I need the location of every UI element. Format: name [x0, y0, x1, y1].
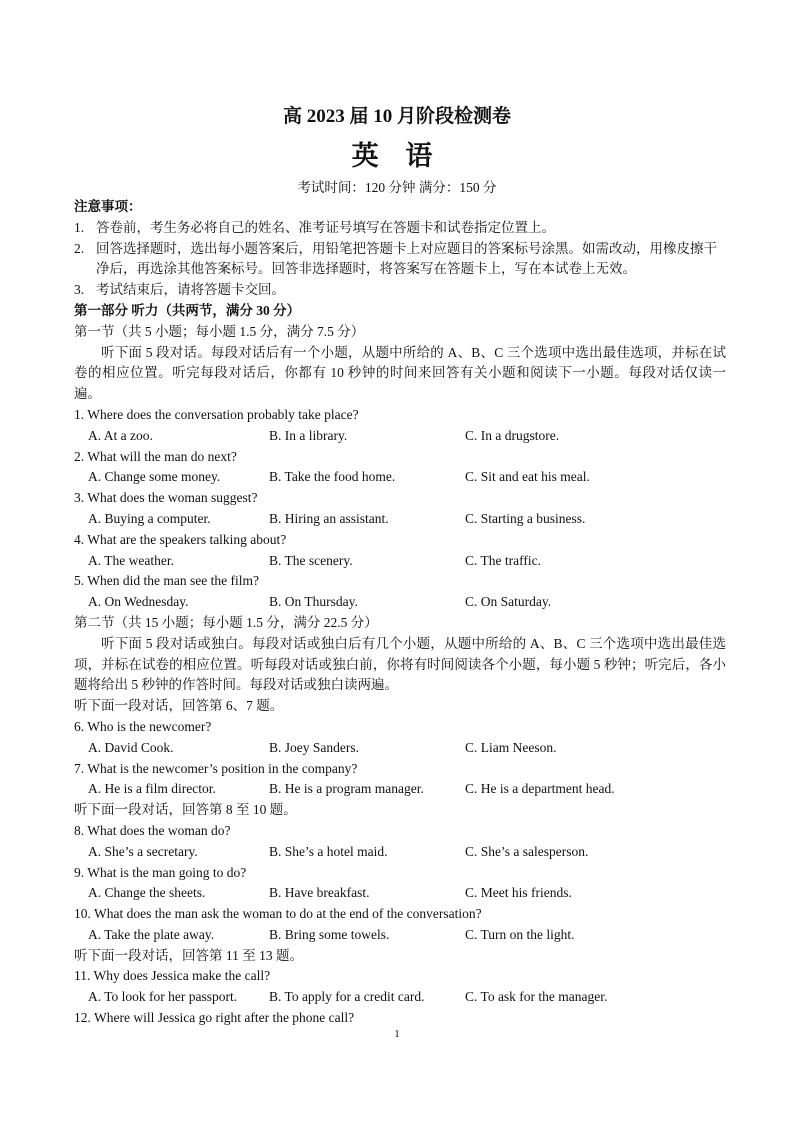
option-b: B. Joey Sanders. — [269, 739, 359, 755]
question-stem: 11. Why does Jessica make the call? — [74, 968, 271, 984]
option-c: C. He is a department head. — [465, 781, 615, 797]
dialogue-lead: 听下面一段对话，回答第 11 至 13 题。 — [74, 947, 303, 963]
question-stem: 1. Where does the conversation probably take place? — [74, 406, 359, 422]
option-a: A. He is a film director. — [88, 781, 216, 797]
options-row — [74, 509, 726, 530]
question-3 — [74, 488, 726, 530]
question-9 — [74, 863, 726, 905]
notice-item — [74, 218, 726, 239]
question-1 — [74, 405, 726, 447]
question-stem: 10. What does the man ask the woman to do at the end of the conversation? — [74, 906, 482, 922]
exam-title: 高 2023 届 10 月阶段检测卷 — [282, 106, 511, 127]
options-row — [74, 925, 726, 946]
exam-subject: 英 语 — [351, 141, 443, 171]
option-b: B. Have breakfast. — [269, 885, 370, 901]
question-stem: 3. What does the woman suggest? — [74, 490, 258, 506]
option-a: A. The weather. — [88, 552, 174, 568]
notice-item-text: 回答选择题时，选出每小题答案后，用铅笔把答题卡上对应题目的答案标号涂黑。如需改动，用橡皮擦干净后，再选涂其他答案标号。回答非选择题时，将答案写在答题卡上，写在本试卷上无效。 — [96, 240, 717, 277]
option-b: B. Hiring an assistant. — [269, 510, 389, 526]
options-row — [74, 551, 726, 572]
question-stem: 12. Where will Jessica go right after the phone call? — [74, 1010, 355, 1026]
section1-title: 第一节（共 5 小题；每小题 1.5 分，满分 7.5 分） — [74, 323, 365, 339]
question-stem: 7. What is the newcomer’s position in the company? — [74, 760, 358, 776]
option-c: C. Turn on the light. — [465, 926, 575, 942]
option-c: C. The traffic. — [465, 552, 541, 568]
notice-item-number: 3. — [74, 282, 85, 298]
options-row — [74, 592, 726, 613]
option-c: C. Meet his friends. — [465, 885, 572, 901]
options-row — [74, 738, 726, 759]
page-number: 1 — [394, 1028, 400, 1040]
option-a: A. Change the sheets. — [88, 885, 206, 901]
dialogue-lead: 听下面一段对话，回答第 8 至 10 题。 — [74, 802, 297, 818]
option-c: C. She’s a salesperson. — [465, 843, 589, 859]
option-b: B. Bring some towels. — [269, 926, 390, 942]
question-12 — [74, 1008, 726, 1029]
notice-item — [74, 280, 726, 301]
option-b: B. On Thursday. — [269, 594, 358, 610]
question-10 — [74, 904, 726, 946]
option-b: B. Take the food home. — [269, 469, 396, 485]
options-row — [74, 426, 726, 447]
section2-instructions: 听下面 5 段对话或独白。每段对话或独白后有几个小题，从题中所给的 A、B、C 三个选项中选出最佳选项，并标在试卷的相应位置。听每段对话或独白前，你将有时间阅读各个小题，每小题 5 秒钟；听完后，各小题将给出 5 秒钟的作答时间。每段对话或独白读两遍。 — [74, 635, 726, 693]
question-11 — [74, 966, 726, 1008]
notice-item-text: 答卷前，考生务必将自己的姓名、准考证号填写在答题卡和试卷指定位置上。 — [96, 219, 555, 235]
options-row — [74, 779, 726, 800]
option-c: C. On Saturday. — [465, 594, 552, 610]
question-2 — [74, 447, 726, 489]
option-c: C. In a drugstore. — [465, 427, 560, 443]
question-stem: 6. Who is the newcomer? — [74, 718, 212, 734]
option-a: A. To look for her passport. — [88, 989, 238, 1005]
option-a: A. Take the plate away. — [88, 926, 215, 942]
option-b: B. The scenery. — [269, 552, 353, 568]
question-stem: 8. What does the woman do? — [74, 822, 231, 838]
option-a: A. She’s a secretary. — [88, 843, 198, 859]
option-a: A. Change some money. — [88, 469, 221, 485]
question-6 — [74, 717, 726, 759]
option-b: B. She’s a hotel maid. — [269, 843, 388, 859]
question-stem: 5. When did the man see the film? — [74, 573, 259, 589]
option-a: A. At a zoo. — [88, 427, 153, 443]
options-row — [74, 842, 726, 863]
notice-item — [74, 239, 726, 281]
notice-item-text: 考试结束后，请将答题卡交回。 — [96, 282, 285, 298]
exam-header — [0, 104, 794, 198]
option-b: B. To apply for a credit card. — [269, 989, 425, 1005]
option-c: C. To ask for the manager. — [465, 989, 608, 1005]
options-row — [74, 467, 726, 488]
notice-item-number: 2. — [74, 240, 85, 256]
option-a: A. Buying a computer. — [88, 510, 211, 526]
question-5 — [74, 571, 726, 613]
option-a: A. David Cook. — [88, 739, 174, 755]
section2-title: 第二节（共 15 小题；每小题 1.5 分，满分 22.5 分） — [74, 614, 378, 630]
notice-title: 注意事项： — [74, 199, 142, 214]
question-stem: 9. What is the man going to do? — [74, 864, 247, 880]
exam-info: 考试时间：120 分钟 满分：150 分 — [297, 180, 497, 195]
question-7 — [74, 759, 726, 801]
option-b: B. He is a program manager. — [269, 781, 424, 797]
part1-title: 第一部分 听力（共两节，满分 30 分） — [74, 302, 301, 318]
question-stem: 4. What are the speakers talking about? — [74, 531, 287, 547]
options-row — [74, 987, 726, 1008]
option-c: C. Sit and eat his meal. — [465, 469, 590, 485]
options-row — [74, 883, 726, 904]
question-stem: 2. What will the man do next? — [74, 448, 237, 464]
question-8 — [74, 821, 726, 863]
dialogue-lead: 听下面一段对话，回答第 6、7 题。 — [74, 698, 284, 714]
notice-item-number: 1. — [74, 219, 85, 235]
option-a: A. On Wednesday. — [88, 594, 189, 610]
option-c: C. Starting a business. — [465, 510, 586, 526]
exam-body — [74, 197, 726, 1029]
question-4 — [74, 530, 726, 572]
section1-instructions: 听下面 5 段对话。每段对话后有一个小题，从题中所给的 A、B、C 三个选项中选出最佳选项，并标在试卷的相应位置。听完每段对话后，你都有 10 秒钟的时间来回答有关小题和阅读下一小题。每段对话仅读一遍。 — [74, 344, 726, 402]
option-b: B. In a library. — [269, 427, 348, 443]
option-c: C. Liam Neeson. — [465, 739, 557, 755]
